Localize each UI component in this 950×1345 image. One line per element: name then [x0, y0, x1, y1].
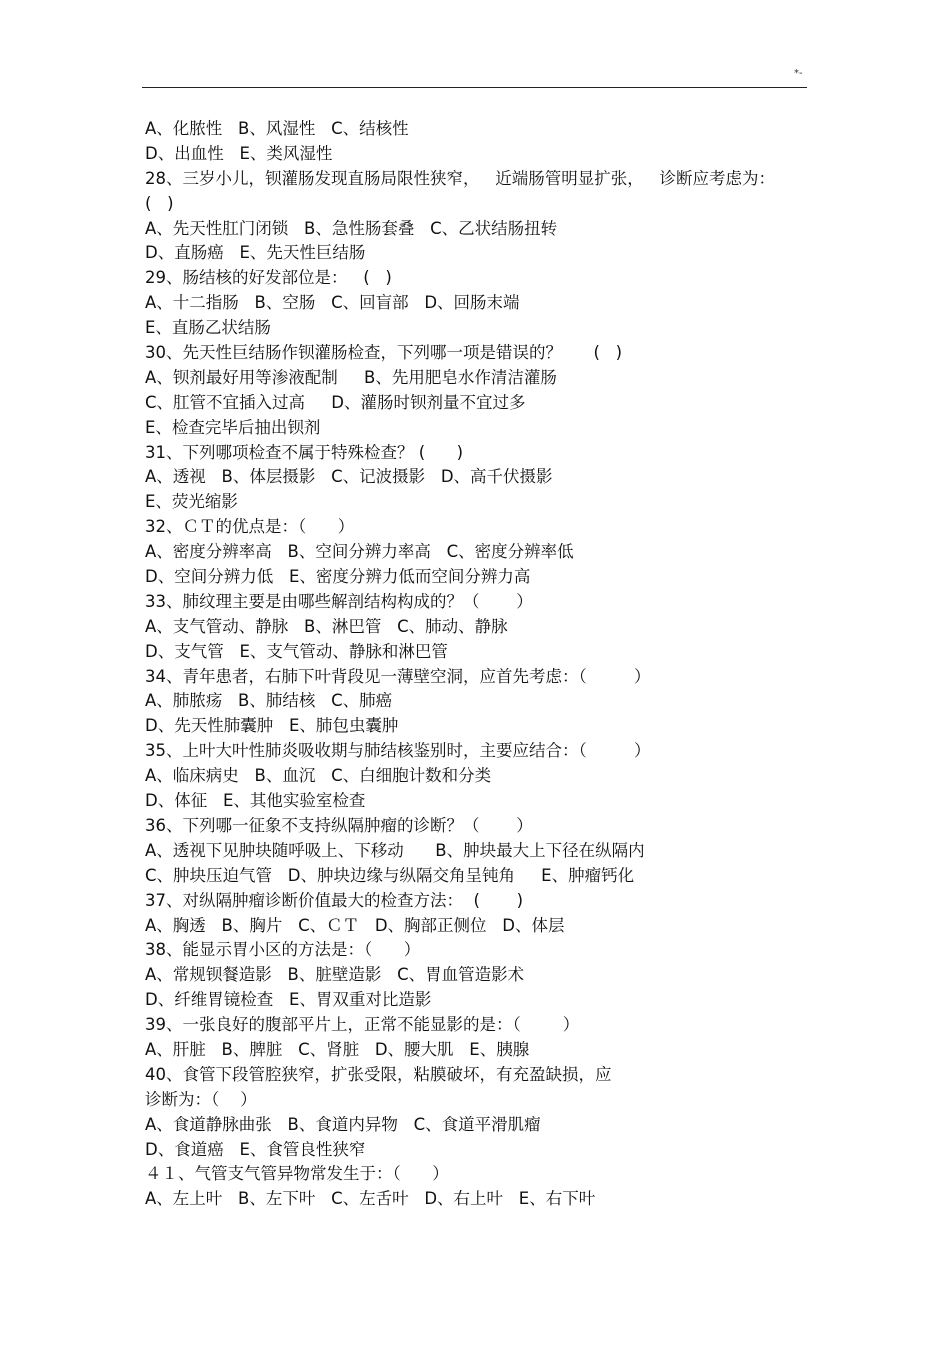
text-line: A、食道静脉曲张 B、食道内异物 C、食道平滑肌瘤: [145, 1114, 541, 1134]
header-rule: [142, 87, 807, 88]
text-line: A、钡剂最好用等渗液配制 B、先用肥皂水作清洁灌肠: [145, 367, 557, 387]
text-line: A、先天性肛门闭锁 B、急性肠套叠 C、乙状结肠扭转: [145, 218, 558, 238]
text-line: D、纤维胃镜检查 E、胃双重对比造影: [145, 990, 432, 1010]
text-line: E、荧光缩影: [145, 492, 238, 512]
text-line: 29、肠结核的好发部位是： ( ): [145, 268, 392, 288]
text-line: 36、下列哪一征象不支持纵隔肿瘤的诊断？（ ）: [145, 815, 533, 835]
text-line: 32、ＣＴ的优点是：（ ）: [145, 517, 355, 537]
text-line: 28、三岁小儿，钡灌肠发现直肠局限性狭窄， 近端肠管明显扩张， 诊断应考虑为：: [145, 168, 775, 188]
text-line: D、直肠癌 E、先天性巨结肠: [145, 243, 366, 263]
text-line: A、十二指肠 B、空肠 C、回盲部 D、回肠末端: [145, 293, 520, 313]
text-line: 38、能显示胃小区的方法是：（ ）: [145, 940, 421, 960]
text-line: A、透视 B、体层摄影 C、记波摄影 D、高千伏摄影: [145, 467, 553, 487]
header-mark: *-: [794, 68, 803, 79]
text-line: 39、一张良好的腹部平片上，正常不能显影的是：（ ）: [145, 1015, 580, 1035]
text-line: D、支气管 E、支气管动、静脉和淋巴管: [145, 641, 448, 661]
text-line: D、体征 E、其他实验室检查: [145, 791, 366, 811]
text-line: A、常规钡餐造影 B、脏壁造影 C、胃血管造影术: [145, 965, 525, 985]
text-line: 40、食管下段管腔狭窄，扩张受限，粘膜破坏，有充盈缺损，应: [145, 1064, 612, 1084]
text-line: ４１、气管支气管异物常发生于：（ ）: [145, 1164, 449, 1184]
text-line: C、肛管不宜插入过高 D、灌肠时钡剂量不宜过多: [145, 392, 526, 412]
text-line: A、肺脓疡 B、肺结核 C、肺癌: [145, 691, 393, 711]
text-line: 37、对纵隔肿瘤诊断价值最大的检查方法： ( ): [145, 890, 524, 910]
text-line: 34、青年患者，右肺下叶背段见一薄壁空洞，应首先考虑：（ ）: [145, 666, 651, 686]
text-line: D、先天性肺囊肿 E、肺包虫囊肿: [145, 716, 399, 736]
text-line: 33、肺纹理主要是由哪些解剖结构构成的？（ ）: [145, 591, 533, 611]
text-line: D、食道癌 E、食管良性狭窄: [145, 1139, 366, 1159]
text-line: A、密度分辨率高 B、空间分辨力率高 C、密度分辨率低: [145, 542, 574, 562]
text-line: A、支气管动、静脉 B、淋巴管 C、肺动、静脉: [145, 616, 508, 636]
text-line: C、肿块压迫气管 D、肿块边缘与纵隔交角呈钝角 E、肿瘤钙化: [145, 865, 635, 885]
text-line: E、直肠乙状结肠: [145, 318, 271, 338]
text-line: 35、上叶大叶性肺炎吸收期与肺结核鉴别时，主要应结合：（ ）: [145, 741, 651, 761]
text-line: 30、先天性巨结肠作钡灌肠检查，下列哪一项是错误的？ ( ): [145, 343, 623, 363]
text-line: A、胸透 B、胸片 C、ＣＴ D、胸部正侧位 D、体层: [145, 915, 565, 935]
text-line: A、化脓性 B、风湿性 C、结核性: [145, 119, 409, 138]
text-line: 诊断为：（ ）: [145, 1089, 257, 1109]
text-line: D、出血性 E、类风湿性: [145, 143, 333, 163]
text-line: A、临床病史 B、血沉 C、白细胞计数和分类: [145, 766, 492, 786]
question-list: [145, 117, 810, 1212]
text-line: E、检查完毕后抽出钡剂: [145, 417, 321, 437]
text-line: A、肝脏 B、脾脏 C、肾脏 D、腰大肌 E、胰腺: [145, 1039, 530, 1059]
text-line: A、透视下见肿块随呼吸上、下移动 B、肿块最大上下径在纵隔内: [145, 840, 645, 860]
text-line: D、空间分辨力低 E、密度分辨力低而空间分辨力高: [145, 567, 531, 587]
text-line: A、左上叶 B、左下叶 C、左舌叶 D、右上叶 E、右下叶: [145, 1189, 596, 1209]
text-line: ( ): [145, 193, 174, 213]
text-line: 31、下列哪项检查不属于特殊检查？ ( ): [145, 442, 464, 462]
